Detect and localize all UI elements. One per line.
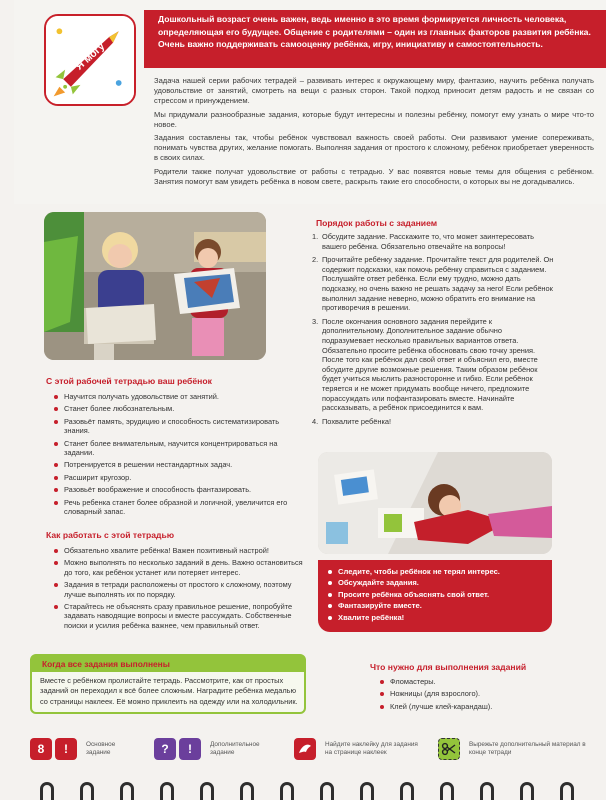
list-item: Ножницы (для взрослого). bbox=[380, 689, 580, 698]
list-item: Потренируется в решении нестандартных задач. bbox=[54, 460, 292, 469]
order-title: Порядок работы с заданием bbox=[316, 218, 438, 228]
list-item: Научится получать удовольствие от занятий. bbox=[54, 392, 292, 401]
binding-ring bbox=[360, 782, 374, 800]
list-item: Клей (лучше клей-карандаш). bbox=[380, 702, 580, 711]
step-item: 4. Похвалите ребёнка! bbox=[312, 416, 392, 426]
child-drawing-photo bbox=[318, 452, 552, 554]
lead-banner bbox=[144, 10, 606, 68]
question-icon: ? bbox=[154, 738, 176, 760]
legend-cut: Вырежьте дополнительный материал в конце тетради bbox=[438, 738, 587, 760]
binding-ring bbox=[440, 782, 454, 800]
intro-paragraph: Мы придумали разнообразные задания, которые будут интересны и полезны ребёнку, помогут ему узнать о мире что-то новое. bbox=[154, 109, 594, 129]
list-item: Можно выполнять по несколько заданий в день. Важно остановиться до того, как ребёнок устанет или потеряет интерес. bbox=[54, 558, 304, 577]
binding-ring bbox=[160, 782, 174, 800]
step-item: 3. После окончания основного задания перейдите к дополнительному. Дополнительное задание обычно подразумевает несколько правильных вариантов ответа. Обязательно просите ребёнка обосновать свою точку зрения. После того как ребёнок дал свой ответ и объяснил его, вместе обсудите другие возможные решения. Таким образом ребёнок будет учиться мыслить разносторонне и гибко. Если ребёнок теряется и не может придумать вообще ничего, предложите порассуждать или пофантазировать вместе. Начинайте рассказывать, а ребёнок присоединится к вам. bbox=[312, 316, 538, 413]
binding-ring bbox=[320, 782, 334, 800]
binding-ring bbox=[520, 782, 534, 800]
task-number-icon: 8 bbox=[30, 738, 52, 760]
benefits-title: С этой рабочей тетрадью ваш ребёнок bbox=[46, 376, 212, 386]
needs-list bbox=[380, 677, 580, 714]
lead-text: Дошкольный возраст очень важен, ведь именно в это время формируется личность человека, определяющая его будущее. Общение с родителями – один из главных факторов развития ребёнка. Очень важно поддерживать самооценку ребёнка, игру, инициативу и самостоятельность. bbox=[158, 14, 591, 49]
benefits-list bbox=[54, 392, 292, 519]
list-item: Обязательно хвалите ребёнка! Важен позитивный настрой! bbox=[54, 546, 304, 555]
list-item: Фломастеры. bbox=[380, 677, 580, 686]
tip-item: Просите ребёнка объяснять свой ответ. bbox=[328, 589, 542, 600]
howto-title: Как работать с этой тетрадью bbox=[46, 530, 175, 540]
intro-paragraph: Задача нашей серии рабочих тетрадей – развивать интерес к окружающему миру, фантазию, научить ребёнка получать удовольствие от занятий, смотреть на вещи с разных сторон. Такой подход приносит детям радость и не связан со стрессом и принуждением. bbox=[154, 76, 594, 106]
legend-sticker: Найдите наклейку для задания на странице наклеек bbox=[294, 738, 425, 760]
binding-ring bbox=[120, 782, 134, 800]
completion-title: Когда все задания выполнены bbox=[32, 656, 304, 672]
needs-title: Что нужно для выполнения заданий bbox=[370, 662, 527, 672]
rocket-icon bbox=[46, 16, 134, 104]
list-item: Разовьёт память, эрудицию и способность систематизировать знания. bbox=[54, 417, 292, 436]
intro-text bbox=[154, 76, 594, 190]
legend bbox=[30, 738, 590, 776]
binding-ring bbox=[480, 782, 494, 800]
tips-box bbox=[318, 560, 552, 632]
completion-box bbox=[30, 654, 306, 714]
list-item: Разовьёт воображение и способность фантазировать. bbox=[54, 485, 292, 494]
binding-ring bbox=[400, 782, 414, 800]
scissors-icon bbox=[438, 738, 460, 760]
list-item: Старайтесь не объяснять сразу правильное решение, попробуйте задавать наводящие вопросы и вместе рассуждать. Собственные поиски и усилия ребёнка важнее, чем правильный ответ. bbox=[54, 602, 304, 630]
intro-section bbox=[14, 0, 606, 204]
step-item: 1. Обсудите задание. Расскажите то, что может заинтересовать вашего ребёнка. Обязательно отвечайте на вопросы! bbox=[312, 232, 534, 251]
binding-ring bbox=[40, 782, 54, 800]
list-item: Речь ребенка станет более образной и логичной, увеличится его словарный запас. bbox=[54, 498, 292, 517]
binding-ring bbox=[240, 782, 254, 800]
binding-ring bbox=[80, 782, 94, 800]
step-item: 2. Прочитайте ребёнку задание. Прочитайте текст для родителей. Он содержит подсказки, как помочь ребёнку справиться с заданием. Послушайте ответ ребёнка. Если ему трудно, можно дать подсказку, но очень важно не решать задачу за него! Если ребёнок выполнил задание неверно, можно обратить его внимание на противоречия в решении. bbox=[312, 255, 554, 313]
intro-paragraph: Родители также получат удовольствие от работы с тетрадью. У вас появятся новые темы для общения с ребёнком. Занятия помогут вам увидеть ребёнка в новом свете, раскрыть такие его способности, о которых вы не догадывались. bbox=[154, 166, 594, 186]
howto-list bbox=[54, 546, 304, 633]
completion-text: Вместе с ребёнком пролистайте тетрадь. Рассмотрите, как от простых заданий он переходил к всё более сложным. Наградите ребёнка медалью со страницы наклеек. Её можно приклеить на одежду или на холодильник. bbox=[40, 676, 298, 706]
list-item: Станет более внимательным, научится концентрироваться на задании. bbox=[54, 439, 292, 458]
list-item: Задания в тетради расположены от простого к сложному, поэтому лучше выполнять их по порядку. bbox=[54, 580, 304, 599]
legend-extra-task: ? ! Дополнительное задание bbox=[154, 738, 272, 760]
svg-text:Я могу: Я могу bbox=[73, 40, 108, 73]
binding-ring bbox=[560, 782, 574, 800]
exclamation-icon: ! bbox=[179, 738, 201, 760]
binding-ring bbox=[200, 782, 214, 800]
list-item: Расширит кругозор. bbox=[54, 473, 292, 482]
list-item: Станет более любознательным. bbox=[54, 404, 292, 413]
tip-item: Фантазируйте вместе. bbox=[328, 600, 542, 611]
children-reading-photo bbox=[44, 212, 266, 360]
binding-ring bbox=[280, 782, 294, 800]
steps-list bbox=[312, 232, 554, 430]
dolphin-sticker-icon bbox=[294, 738, 316, 760]
tip-item: Хвалите ребёнка! bbox=[328, 612, 542, 623]
tip-item: Следите, чтобы ребёнок не терял интерес. bbox=[328, 566, 542, 577]
spiral-binding bbox=[0, 782, 606, 800]
series-logo bbox=[44, 14, 136, 106]
intro-paragraph: Задания составлены так, чтобы ребёнок чувствовал важность своей работы. Они развивают умение сопереживать, понимать чувства других, желание помогать. Выполняя задания от простого к сложному, ребёнок приобретает уверенность в своих силах. bbox=[154, 133, 594, 163]
tip-item: Обсуждайте задания. bbox=[328, 577, 542, 588]
exclamation-icon: ! bbox=[55, 738, 77, 760]
legend-main-task: 8 ! Основное задание bbox=[30, 738, 138, 760]
